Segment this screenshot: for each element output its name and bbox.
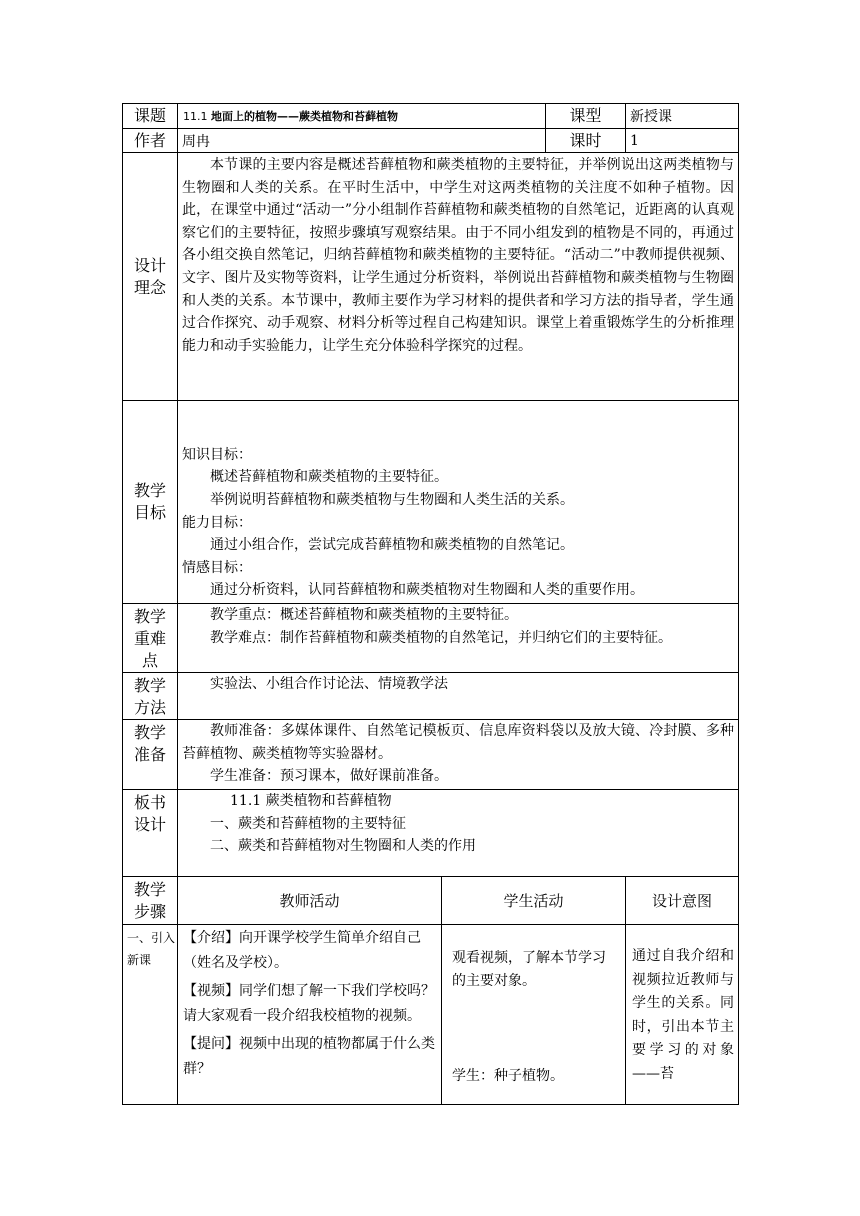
emotion-title: 情感目标： bbox=[182, 559, 252, 576]
teacher-activity-header: 教师活动 bbox=[178, 877, 442, 925]
knowledge-goal-2: 举例说明苔藓植物和蕨类植物与生物圈和人类生活的关系。 bbox=[210, 492, 574, 509]
title-prefix: 11.1 bbox=[183, 110, 208, 123]
methods-label bbox=[123, 673, 178, 720]
knowledge-goal-1: 概述苔藓植物和蕨类植物的主要特征。 bbox=[210, 469, 448, 486]
title-value bbox=[178, 104, 546, 129]
step-1-teacher-cell bbox=[178, 925, 442, 1105]
methods-label-line2: 方法 bbox=[133, 698, 166, 717]
board-label-line1: 板书 bbox=[133, 793, 166, 812]
methods-label-line1: 教学 bbox=[133, 676, 166, 695]
difficult-point: 教学难点：制作苔藓植物和蕨类植物的自然笔记，并归纳它们的主要特征。 bbox=[210, 629, 672, 646]
step-1-student-cell bbox=[442, 925, 626, 1105]
keypoints-label bbox=[123, 604, 178, 673]
step-1-design-text: 通过自我介绍和视频拉近教师与学生的关系。同时，引出本节主要学习的对象——苔 bbox=[632, 948, 734, 1082]
steps-label-line1: 教学 bbox=[133, 879, 166, 899]
step-1-name: 一、引入新课 bbox=[123, 925, 178, 1105]
type-value: 新授课 bbox=[626, 104, 739, 129]
methods-text: 实验法、小组合作讨论法、情境教学法 bbox=[210, 676, 448, 692]
row-methods bbox=[123, 673, 739, 720]
board-line-2: 一、蕨类和苔藓植物的主要特征 bbox=[210, 815, 406, 832]
goals-text-cell bbox=[178, 401, 739, 604]
row-step-1 bbox=[123, 925, 739, 1105]
board-label-line2: 设计 bbox=[133, 815, 166, 834]
step-1-student-para-2: 学生：种子植物。 bbox=[452, 1068, 564, 1084]
keypoints-label-line3: 点 bbox=[141, 651, 158, 670]
prep-text-cell bbox=[178, 720, 739, 790]
title-text: 地面上的植物——蕨类植物和苔藓植物 bbox=[211, 110, 398, 123]
student-activity-header: 学生活动 bbox=[442, 877, 626, 925]
design-text: 本节课的主要内容是概述苔藓植物和蕨类植物的主要特征，并举例说出这两类植物与生物圈和人类的关系。在平时生活中，中学生对这两类植物的关注度不如种子植物。因此，在课堂中通过“活动一”分小组制作苔藓植物和蕨类植物的自然笔记，近距离的认真观察它们的主要特征，按照步骤填写观察结果。由于不同小组发到的植物是不同的，再通过各小组交换自然笔记，归纳苔藓植物和蕨类植物的主要特征。“活动二”中教师提供视频、文字、图片及实物等资料，让学生通过分析资料，举例说出苔藓植物和蕨类植物与生物圈和人类的关系。本节课中，教师主要作为学习材料的提供者和学习方法的指导者，学生通过合作探究、动手观察、材料分析等过程自己构建知识。课堂上着重锻炼学生的分析推理能力和动手实验能力，让学生充分体验科学探究的过程。 bbox=[182, 157, 734, 354]
row-prep bbox=[123, 720, 739, 790]
hours-label: 课时 bbox=[546, 129, 626, 153]
row-author bbox=[123, 129, 739, 153]
steps-label bbox=[123, 877, 178, 925]
student-prep: 学生准备：预习课本，做好课前准备。 bbox=[210, 768, 448, 785]
design-label-line2: 理念 bbox=[133, 277, 166, 297]
row-keypoints bbox=[123, 604, 739, 673]
steps-label-line2: 步骤 bbox=[133, 901, 166, 921]
row-board bbox=[123, 790, 739, 877]
goals-label-line2: 目标 bbox=[133, 503, 166, 522]
goals-label bbox=[123, 401, 178, 604]
keypoints-label-line2: 重难 bbox=[133, 629, 166, 648]
knowledge-title: 知识目标： bbox=[182, 446, 252, 463]
row-design bbox=[123, 153, 739, 401]
title-label: 课题 bbox=[123, 104, 178, 129]
step-1-teacher-para-3: 【提问】视频中出现的植物都属于什么类群？ bbox=[183, 1036, 435, 1077]
design-text-cell bbox=[178, 153, 739, 401]
row-steps-header bbox=[123, 877, 739, 925]
row-title bbox=[123, 104, 739, 129]
step-1-design-cell bbox=[626, 925, 739, 1105]
keypoints-label-line1: 教学 bbox=[133, 607, 166, 626]
design-label bbox=[123, 153, 178, 401]
step-1-teacher-para-2: 【视频】同学们想了解一下我们学校吗？请大家观看一段介绍我校植物的视频。 bbox=[183, 983, 435, 1024]
emotion-goal-1: 通过分析资料，认同苔藓植物和蕨类植物对生物圈和人类的重要作用。 bbox=[210, 582, 644, 599]
board-text-cell bbox=[178, 790, 739, 877]
ability-title: 能力目标： bbox=[182, 514, 252, 531]
row-goals bbox=[123, 401, 739, 604]
design-intent-header: 设计意图 bbox=[626, 877, 739, 925]
type-label: 课型 bbox=[546, 104, 626, 129]
methods-text-cell bbox=[178, 673, 739, 720]
step-1-student-para-1: 观看视频，了解本节学习的主要对象。 bbox=[452, 950, 606, 989]
author-label: 作者 bbox=[123, 129, 178, 153]
step-1-teacher-para-1: 【介绍】向开课学校学生简单介绍自己（姓名及学校）。 bbox=[183, 930, 421, 971]
goals-label-line1: 教学 bbox=[133, 481, 166, 500]
prep-label-line1: 教学 bbox=[133, 723, 166, 742]
author-value: 周冉 bbox=[178, 129, 546, 153]
hours-value: 1 bbox=[626, 129, 739, 153]
keypoints-text-cell bbox=[178, 604, 739, 673]
design-label-line1: 设计 bbox=[133, 255, 166, 275]
teacher-prep: 教师准备：多媒体课件、自然笔记模板页、信息库资料袋以及放大镜、冷封膜、多种苔藓植物、蕨类植物等实验器材。 bbox=[182, 723, 734, 762]
key-point: 教学重点：概述苔藓植物和蕨类植物的主要特征。 bbox=[210, 607, 518, 623]
board-label bbox=[123, 790, 178, 877]
ability-goal-1: 通过小组合作，尝试完成苔藓植物和蕨类植物的自然笔记。 bbox=[210, 537, 574, 554]
board-line-1: 11.1 蕨类植物和苔藓植物 bbox=[230, 793, 392, 809]
prep-label-line2: 准备 bbox=[133, 745, 166, 764]
prep-label bbox=[123, 720, 178, 790]
board-line-3: 二、蕨类和苔藓植物对生物圈和人类的作用 bbox=[210, 838, 476, 855]
lesson-plan-table bbox=[122, 103, 739, 1105]
